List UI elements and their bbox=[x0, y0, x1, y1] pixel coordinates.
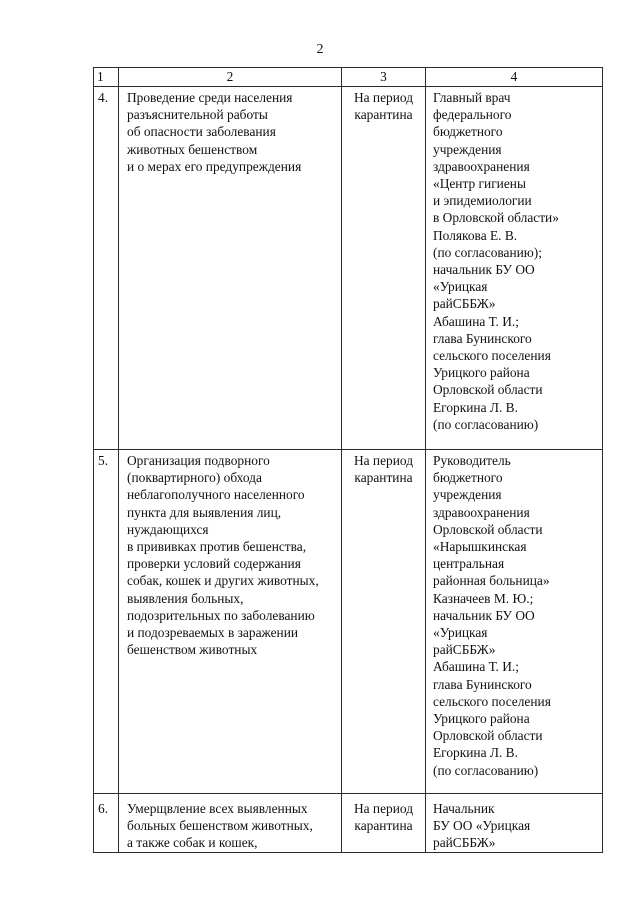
text-line: пункта для выявления лиц, bbox=[127, 504, 282, 520]
text-line: и о мерах его предупреждения bbox=[127, 158, 302, 174]
text-line: На период bbox=[353, 453, 414, 468]
text-line: Абашина Т. И.; bbox=[433, 659, 519, 675]
text-line: карантина bbox=[354, 107, 413, 123]
text-line: карантина bbox=[354, 818, 413, 834]
execution-period bbox=[342, 450, 426, 794]
text-line: бешенством животных bbox=[127, 642, 258, 658]
text-line: Егоркина Л. В. bbox=[433, 399, 518, 415]
text-line: На период bbox=[353, 90, 414, 105]
text-line: учреждения bbox=[433, 141, 502, 157]
text-line: «Урицкая bbox=[433, 625, 488, 641]
text-line: животных бешенством bbox=[127, 141, 258, 157]
table-row bbox=[94, 794, 603, 853]
text-line: «Урицкая bbox=[433, 279, 488, 295]
text-line: сельского поселения bbox=[433, 693, 551, 709]
text-line: подозрительных по заболеванию bbox=[127, 607, 315, 623]
text-line: (по согласованию) bbox=[433, 762, 539, 778]
measure-description bbox=[119, 794, 342, 853]
responsible-persons bbox=[426, 87, 603, 450]
text-line: и эпидемиологии bbox=[433, 193, 532, 209]
text-line: (по согласованию); bbox=[433, 244, 542, 260]
text-line: Казначеев М. Ю.; bbox=[433, 590, 534, 606]
text-line: выявления больных, bbox=[127, 590, 244, 606]
text-line: (по согласованию) bbox=[433, 416, 539, 432]
row-number: 6. bbox=[94, 794, 119, 853]
table-row bbox=[94, 87, 603, 450]
text-line: Организация подворного bbox=[127, 453, 270, 468]
row-number: 5. bbox=[94, 450, 119, 794]
execution-period bbox=[342, 87, 426, 450]
text-line: «Нарышкинская bbox=[433, 539, 527, 555]
execution-period bbox=[342, 794, 426, 853]
measure-description bbox=[119, 87, 342, 450]
text-line: в Орловской области» bbox=[433, 210, 559, 226]
text-line: Орловской области bbox=[433, 728, 543, 744]
text-line: начальник БУ ОО bbox=[433, 262, 535, 278]
text-line: Урицкого района bbox=[433, 711, 530, 727]
text-line: бюджетного bbox=[433, 124, 503, 140]
text-line: Проведение среди населения bbox=[127, 90, 293, 105]
table-row bbox=[94, 450, 603, 794]
text-line: федерального bbox=[433, 107, 512, 123]
text-line: (поквартирного) обхода bbox=[127, 470, 262, 486]
text-line: а также собак и кошек, bbox=[127, 835, 258, 851]
text-line: карантина bbox=[354, 470, 413, 486]
measures-table bbox=[93, 67, 603, 853]
text-line: больных бешенством животных, bbox=[127, 818, 313, 834]
text-line: Урицкого района bbox=[433, 365, 530, 381]
table-header-row bbox=[94, 68, 603, 87]
row-number: 4. bbox=[94, 87, 119, 450]
responsible-persons bbox=[426, 794, 603, 853]
text-line: глава Бунинского bbox=[433, 330, 532, 346]
text-line: На период bbox=[353, 801, 414, 816]
text-line: Главный врач bbox=[433, 90, 511, 105]
column-number-1: 1 bbox=[94, 68, 119, 87]
text-line: бюджетного bbox=[433, 470, 503, 486]
text-line: Орловской области bbox=[433, 382, 543, 398]
column-number-4: 4 bbox=[426, 68, 603, 87]
text-line: Полякова Е. В. bbox=[433, 227, 518, 243]
text-line: собак, кошек и других животных, bbox=[127, 573, 319, 589]
text-line: здравоохранения bbox=[433, 158, 530, 174]
column-number-3: 3 bbox=[342, 68, 426, 87]
text-line: нуждающихся bbox=[127, 521, 209, 537]
text-line: глава Бунинского bbox=[433, 676, 532, 692]
text-line: Орловской области bbox=[433, 521, 543, 537]
text-line: Умерщвление всех выявленных bbox=[127, 801, 308, 816]
page-number: 2 bbox=[316, 42, 324, 57]
text-line: Егоркина Л. В. bbox=[433, 745, 518, 761]
text-line: в прививках против бешенства, bbox=[127, 539, 307, 555]
text-line: районная больница» bbox=[433, 573, 550, 589]
text-line: об опасности заболевания bbox=[127, 124, 276, 140]
text-line: «Центр гигиены bbox=[433, 176, 526, 192]
text-line: райСББЖ» bbox=[433, 296, 496, 312]
text-line: БУ ОО «Урицкая bbox=[433, 818, 531, 834]
text-line: Абашина Т. И.; bbox=[433, 313, 519, 329]
column-number-2: 2 bbox=[119, 68, 342, 87]
text-line: центральная bbox=[433, 556, 505, 572]
text-line: начальник БУ ОО bbox=[433, 607, 535, 623]
text-line: сельского поселения bbox=[433, 348, 551, 364]
responsible-persons bbox=[426, 450, 603, 794]
text-line: неблагополучного населенного bbox=[127, 487, 305, 503]
text-line: разъяснительной работы bbox=[127, 107, 268, 123]
text-line: здравоохранения bbox=[433, 504, 530, 520]
text-line: и подозреваемых в заражении bbox=[127, 625, 299, 641]
measure-description bbox=[119, 450, 342, 794]
text-line: Начальник bbox=[433, 801, 495, 816]
text-line: райСББЖ» bbox=[433, 642, 496, 658]
text-line: райСББЖ» bbox=[433, 835, 496, 851]
text-line: проверки условий содержания bbox=[127, 556, 301, 572]
text-line: Руководитель bbox=[433, 453, 511, 468]
text-line: учреждения bbox=[433, 487, 502, 503]
